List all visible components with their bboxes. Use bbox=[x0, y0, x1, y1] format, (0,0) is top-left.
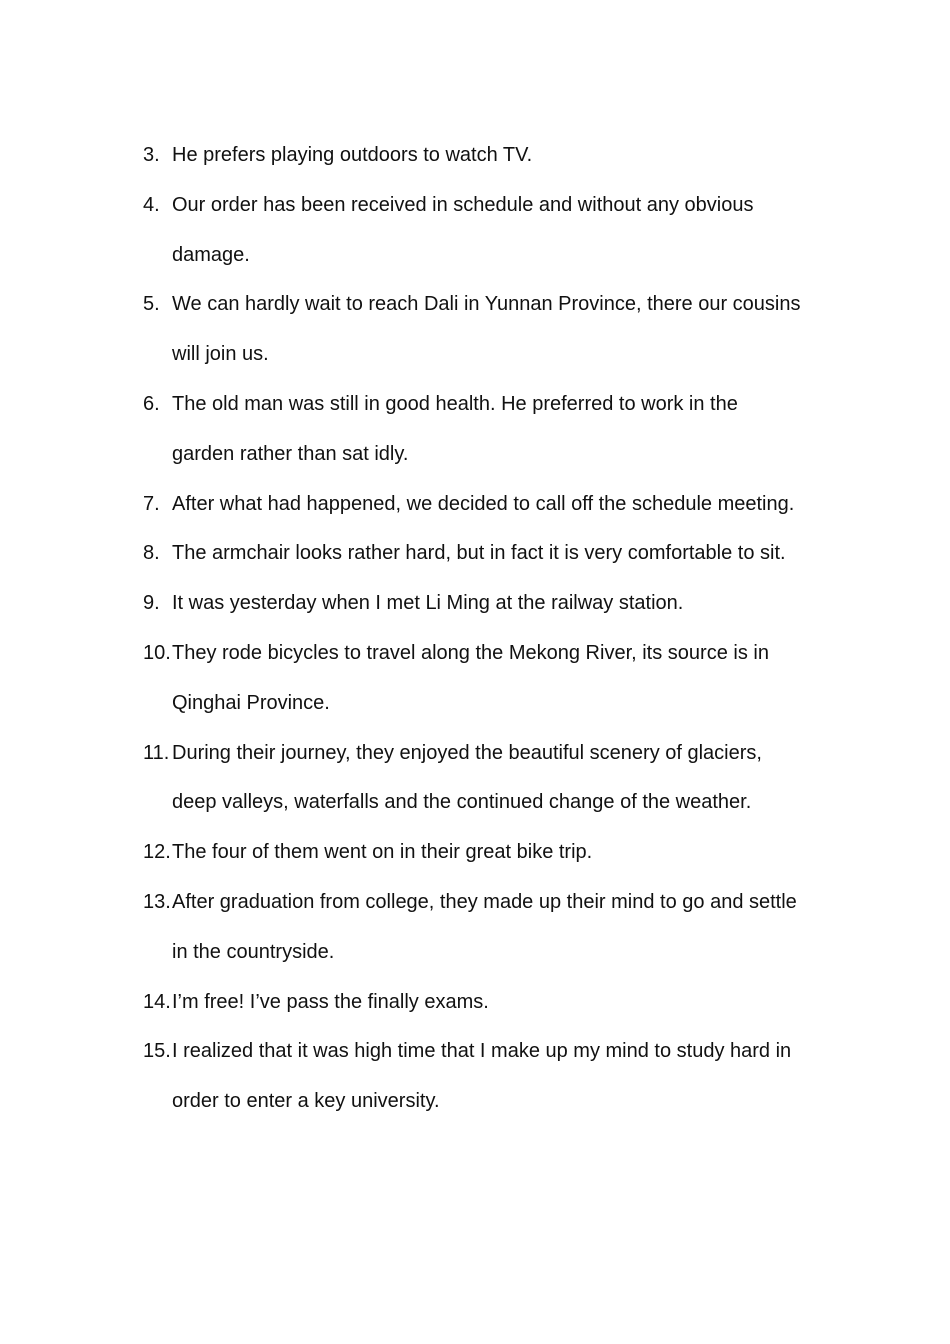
item-number: 12. bbox=[143, 841, 171, 864]
item-text: After what had happened, we decided to call off the schedule meeting. bbox=[172, 492, 795, 515]
list-item bbox=[143, 131, 803, 181]
list-item bbox=[143, 480, 803, 530]
item-number: 13. bbox=[143, 890, 171, 913]
list-item bbox=[143, 529, 803, 579]
item-number: 6. bbox=[143, 392, 160, 415]
item-text: The old man was still in good health. He preferred to work in the garden rather than sat idly. bbox=[172, 392, 738, 465]
item-text: The armchair looks rather hard, but in fact it is very comfortable to sit. bbox=[172, 542, 786, 565]
list-item bbox=[143, 629, 803, 729]
item-number: 7. bbox=[143, 492, 160, 515]
item-text: I realized that it was high time that I make up my mind to study hard in order to enter a key university. bbox=[172, 1040, 792, 1113]
item-text: Our order has been received in schedule and without any obvious damage. bbox=[172, 193, 754, 266]
item-number: 15. bbox=[143, 1040, 171, 1063]
item-number: 5. bbox=[143, 293, 160, 316]
item-text: After graduation from college, they made up their mind to go and settle in the countryside. bbox=[172, 890, 797, 963]
item-text: We can hardly wait to reach Dali in Yunnan Province, there our cousins will join us. bbox=[172, 293, 801, 366]
list-item bbox=[143, 1027, 803, 1127]
list-item bbox=[143, 579, 803, 629]
sentence-list bbox=[143, 131, 803, 1127]
item-number: 8. bbox=[143, 542, 160, 565]
item-text: The four of them went on in their great bike trip. bbox=[172, 841, 593, 864]
item-text: They rode bicycles to travel along the Mekong River, its source is in Qinghai Province. bbox=[172, 641, 769, 714]
list-item bbox=[143, 280, 803, 380]
list-item bbox=[143, 380, 803, 480]
item-number: 3. bbox=[143, 144, 160, 166]
item-text: During their journey, they enjoyed the beautiful scenery of glaciers, deep valleys, waterfalls and the continued change of the weather. bbox=[172, 741, 762, 814]
item-number: 4. bbox=[143, 193, 160, 216]
item-number: 11. bbox=[143, 741, 170, 764]
item-number: 14. bbox=[143, 990, 171, 1013]
list-item bbox=[143, 878, 803, 978]
item-number: 9. bbox=[143, 592, 160, 615]
item-number: 10. bbox=[143, 641, 171, 664]
list-item bbox=[143, 729, 803, 829]
item-text: It was yesterday when I met Li Ming at the railway station. bbox=[172, 592, 684, 615]
list-item bbox=[143, 828, 803, 878]
item-text: He prefers playing outdoors to watch TV. bbox=[172, 144, 533, 166]
list-item bbox=[143, 181, 803, 281]
list-item bbox=[143, 978, 803, 1028]
item-text: I’m free! I’ve pass the finally exams. bbox=[172, 990, 489, 1013]
